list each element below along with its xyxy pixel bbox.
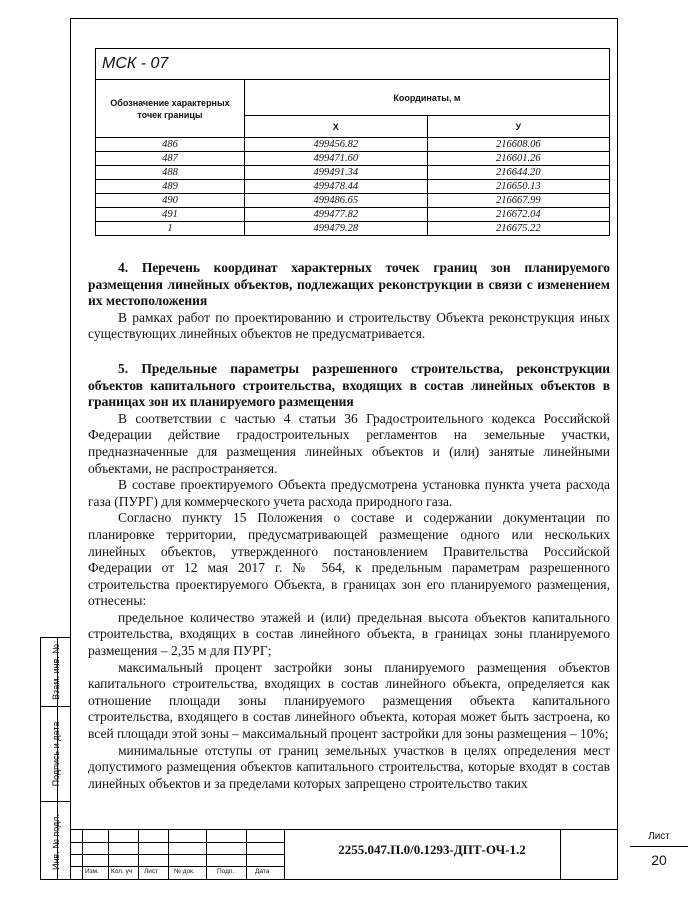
parameter-item-coverage: максимальный процент застройки зоны планируемого размещения объектов капитального строительства, входящих в состав линейного объекта, определяется как отношение площади зоны планируемого размещения объекта капитального строительства, входящего в состав линейного объекта, которая может быть застроена, ко всей площади этой зоны – максимальный процент застройки для зоны размещения – 10%; <box>88 659 610 742</box>
coord-cell-x: 499456.82 <box>245 138 428 152</box>
stamp-col-line <box>108 830 109 880</box>
coord-cell-y: 216672.04 <box>427 208 610 222</box>
coord-cell-x: 499477.82 <box>245 208 428 222</box>
coord-cell-y: 216675.22 <box>427 222 610 236</box>
coord-cell-point: 491 <box>96 208 245 222</box>
stamp-col-line <box>138 830 139 880</box>
coord-cell-y: 216667.99 <box>427 194 610 208</box>
side-cell-signature <box>41 706 70 801</box>
coord-cell-point: 487 <box>96 152 245 166</box>
stamp-col-label: Подп. <box>217 868 235 875</box>
side-label-signature: Подпись и дата <box>50 721 61 787</box>
coordinates-row <box>96 166 610 180</box>
coordinates-row <box>96 208 610 222</box>
section4-paragraph: В рамках работ по проектированию и строительству Объекта реконструкция иных существующих линейных объектов не предусматривается. <box>88 309 610 342</box>
coord-cell-y: 216650.13 <box>427 180 610 194</box>
coord-cell-point: 490 <box>96 194 245 208</box>
parameter-item-height: предельное количество этажей и (или) предельная высота объектов капитального строительства, входящих в состав линейного объекта, в границах зоны планируемого размещения – 2,35 м для ПУРГ; <box>88 609 610 659</box>
coord-cell-x: 499491.34 <box>245 166 428 180</box>
coordinates-row <box>96 194 610 208</box>
coord-cell-point: 1 <box>96 222 245 236</box>
point-column-header: Обозначение характерных точек границы <box>96 80 245 138</box>
coords-column-header: Координаты, м <box>245 80 610 116</box>
side-cell-inventory <box>41 801 70 881</box>
stamp-col-line <box>246 830 247 880</box>
stamp-row-line <box>70 854 284 855</box>
coordinates-row <box>96 152 610 166</box>
coord-cell-y: 216608.06 <box>427 138 610 152</box>
y-column-header: У <box>427 116 610 138</box>
side-cell-replaced <box>41 638 70 706</box>
document-code: 2255.047.П.0/0.1293-ДПТ-ОЧ-1.2 <box>338 842 526 857</box>
coord-cell-point: 489 <box>96 180 245 194</box>
parameter-item-setbacks: минимальные отступы от границ земельных участков в целях определения мест допустимого размещения объектов капитального строительства, которые входят в состав линейных объектов и за пределами которых запрещено строительство таких <box>88 742 610 791</box>
coord-cell-x: 499479.28 <box>245 222 428 236</box>
x-column-header: X <box>245 116 428 138</box>
section4-heading: 4. Перечень координат характерных точек границ зон планируемого размещения линейных объектов, подлежащих реконструкции в связи с изменением их местоположения <box>88 260 610 309</box>
coord-cell-point: 488 <box>96 166 245 180</box>
coordinates-rows <box>96 138 610 236</box>
coord-cell-x: 499486.65 <box>245 194 428 208</box>
stamp-row-line <box>70 842 284 843</box>
document-body <box>88 260 610 792</box>
side-label-inventory: Инв. № подл. <box>50 813 61 870</box>
coord-cell-y: 216644.20 <box>427 166 610 180</box>
stamp-col-label: Лист <box>144 868 159 875</box>
coord-cell-x: 499471.60 <box>245 152 428 166</box>
stamp-col-label: № док. <box>174 868 195 875</box>
sheet-label: Лист <box>648 831 670 842</box>
side-strip <box>40 637 70 880</box>
section5-paragraph-2: В составе проектируемого Объекта предусмотрена установка пункта учета расхода газа (ПУРГ) для коммерческого учета расхода природного газа. <box>88 477 610 509</box>
coordinates-row <box>96 222 610 236</box>
coordinate-system: МСК - 07 <box>96 49 610 80</box>
coord-cell-y: 216601.26 <box>427 152 610 166</box>
sheet-number: 20 <box>651 852 667 868</box>
sheet-divider <box>630 846 688 847</box>
stamp-col-line <box>206 830 207 880</box>
section5-heading: 5. Предельные параметры разрешенного строительства, реконструкции объектов капитального строительства, входящих в состав линейных объектов в границах зон их планируемого размещения <box>88 360 610 410</box>
title-block <box>70 829 670 880</box>
coordinates-row <box>96 138 610 152</box>
stamp-col-label: Изм. <box>85 868 99 875</box>
coord-cell-point: 486 <box>96 138 245 152</box>
stamp-col-line <box>82 830 83 880</box>
side-label-replaced: Взам. инв. № <box>50 644 61 700</box>
section5-paragraph-3: Согласно пункту 15 Положения о составе и содержании документации по планировке территории, предусматривающей размещение одного или нескольких линейных объектов, утвержденного постановлением Правительства Российской Федерации от 12 мая 2017 г. № 564, к предельным параметрам разрешенного строительства проектируемого Объекта, в границах зон его планируемого размещения, отнесены: <box>88 510 610 609</box>
section5-paragraph-1: В соответствии с частью 4 статьи 36 Градостроительного кодекса Российской Федерации действие градостроительных регламентов на земельные участки, предназначенные для размещения линейных объектов и (или) занятые линейными объектами, не распространяется. <box>88 410 610 476</box>
stamp-col-label: Кол. уч <box>111 868 133 875</box>
coord-cell-x: 499478.44 <box>245 180 428 194</box>
stamp-col-line <box>168 830 169 880</box>
coordinates-table <box>95 48 610 236</box>
stamp-row-line <box>70 866 284 867</box>
stamp-col-label: Дата <box>255 868 270 875</box>
coordinates-row <box>96 180 610 194</box>
